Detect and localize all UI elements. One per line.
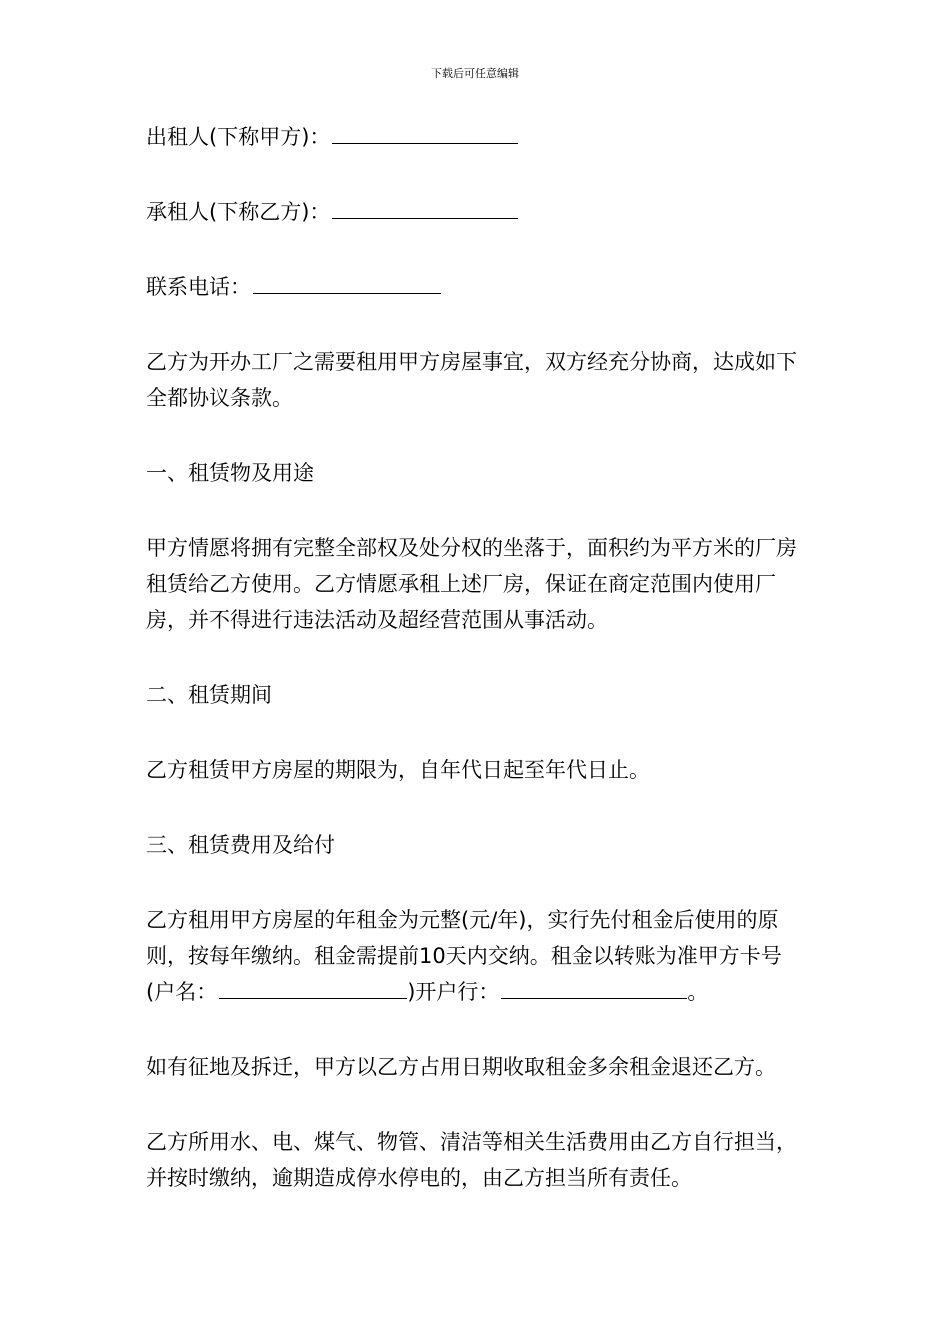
rent-text-part3: 。 [687, 980, 709, 1004]
header-note: 下载后可任意编辑 [431, 67, 519, 80]
section3-para3: 乙方所用水、电、煤气、物管、清洁等相关生活费用由乙方自行担当，并按时缴纳，逾期造成停水停电的，由乙方担当所有责任。 [146, 1130, 797, 1190]
lessor-blank [332, 121, 518, 144]
section2-body: 乙方租赁甲方房屋的期限为，自年代日起至年代日止。 [146, 758, 650, 782]
section3-title: 三、租赁费用及给付 [146, 833, 335, 857]
section1-title: 一、租赁物及用途 [146, 461, 314, 485]
phone-line [146, 269, 808, 305]
lessee-label: 承租人(下称乙方)： [146, 200, 331, 224]
lessor-label: 出租人(下称甲方)： [146, 125, 331, 149]
lessee-blank [332, 196, 518, 219]
intro-paragraph: 乙方为开办工厂之需要租用甲方房屋事宜，双方经充分协商，达成如下全都协议条款。 [146, 350, 797, 410]
section1-body: 甲方情愿将拥有完整全部权及处分权的坐落于，面积约为平方米的厂房租赁给乙方使用。乙方情愿承租上述厂房，保证在商定范围内使用厂房，并不得进行违法活动及超经营范围从事活动。 [146, 536, 797, 632]
lessee-line [146, 194, 808, 230]
account-name-blank [219, 976, 407, 999]
document-body [146, 119, 808, 1196]
section3-para2: 如有征地及拆迁，甲方以乙方占用日期收取租金多余租金退还乙方。 [146, 1055, 776, 1079]
rent-text-part1: 乙方租用甲方房屋的年租金为元整(元/年)，实行先付租金后使用的原则，按每年缴纳。租金需提前10天内交纳。租金以转账为准甲方卡号(户名： [146, 908, 782, 1004]
phone-label: 联系电话： [146, 275, 251, 299]
bank-blank [501, 976, 687, 999]
lessor-line [146, 119, 808, 155]
section3-rent-paragraph [146, 902, 808, 1010]
phone-blank [253, 271, 441, 294]
section2-title: 二、租赁期间 [146, 683, 272, 707]
rent-text-part2: )开户行： [407, 980, 500, 1004]
